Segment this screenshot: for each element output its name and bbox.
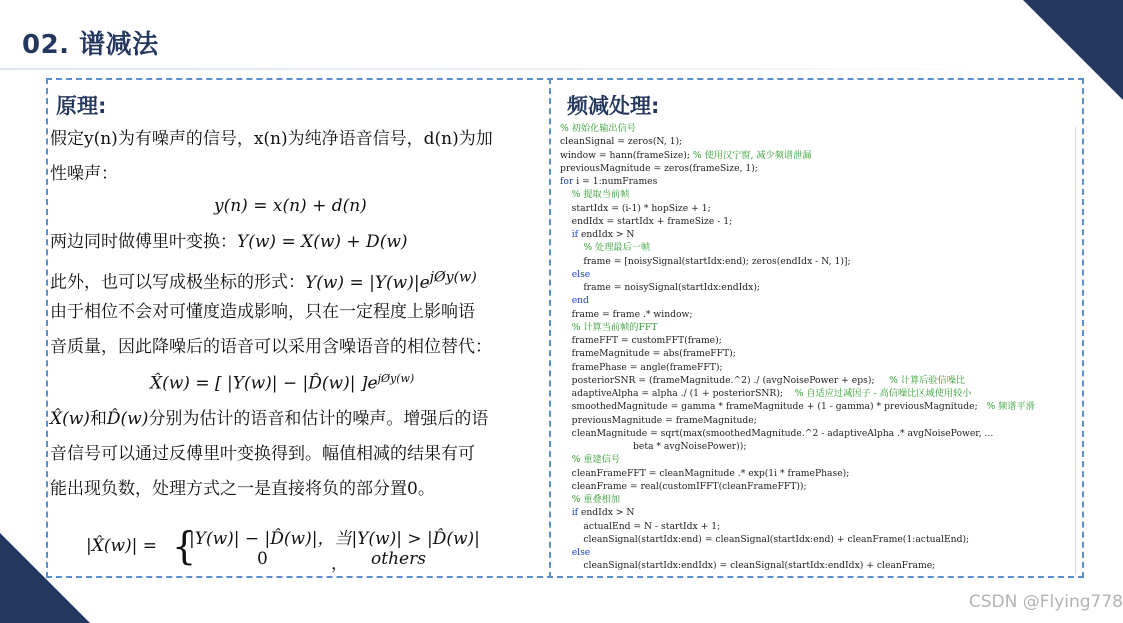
code-line xyxy=(560,506,1082,519)
code-text: frame = [noisySignal(startIdx:end); zeros(endIdx - N, 1)]; xyxy=(560,255,851,267)
code-listing xyxy=(560,122,1082,577)
piecewise-row-1: |Y(w)| − |D̂(w)|，当|Y(w)| > |D̂(w)| xyxy=(189,529,480,549)
code-text: previousMagnitude = zeros(frameSize, 1); xyxy=(560,162,758,174)
code-comment: % 提取当前帧 xyxy=(571,189,630,201)
code-line xyxy=(560,493,1082,506)
principle-line-9: 能出现负数，处理方式之一是直接将负的部分置0。 xyxy=(50,479,435,499)
code-text xyxy=(560,189,572,200)
processing-heading: 频减处理: xyxy=(567,94,660,118)
code-text xyxy=(560,507,572,518)
code-line xyxy=(560,334,1082,347)
piecewise-brace: { xyxy=(172,524,197,568)
polar-text: 此外，也可以写成极坐标的形式： xyxy=(50,272,305,293)
title-underline xyxy=(0,68,1000,70)
code-keyword: if xyxy=(571,507,579,519)
code-text xyxy=(560,494,572,505)
code-comment: % 计算当前帧的FFT xyxy=(571,321,658,333)
piecewise-lhs: |X̂(w)| = xyxy=(86,536,158,556)
code-text: frame = noisySignal(startIdx:endIdx); xyxy=(560,282,761,293)
code-comment: % 计算后验信噪比 xyxy=(889,374,966,386)
fourier-text: 两边同时做傅里叶变换： xyxy=(50,232,237,252)
code-line xyxy=(560,294,1082,307)
code-line xyxy=(560,400,1082,413)
code-comment: % 重建信号 xyxy=(571,454,621,466)
code-text: adaptiveAlpha = alpha ./ (1 + posteriorSNR); xyxy=(560,388,795,399)
code-text: i = 1:numFrames xyxy=(573,176,658,187)
code-text: cleanSignal = zeros(N, 1); xyxy=(560,136,683,148)
code-line xyxy=(560,162,1082,175)
code-line xyxy=(560,361,1082,374)
code-line xyxy=(560,427,1082,440)
watermark: CSDN @Flying778 xyxy=(968,592,1123,612)
freq-domain-formula: Y(w) = X(w) + D(w) xyxy=(237,232,408,252)
code-line xyxy=(560,122,1082,135)
code-line xyxy=(560,228,1082,241)
code-line xyxy=(560,241,1082,254)
estimate-explanation-line xyxy=(50,408,488,430)
code-text: endIdx = startIdx + frameSize - 1; xyxy=(560,215,733,227)
code-text xyxy=(560,322,572,333)
code-line xyxy=(560,387,1082,400)
code-text: window = hann(frameSize); xyxy=(560,149,693,161)
code-block xyxy=(560,122,1082,573)
code-keyword: end xyxy=(571,295,589,307)
code-keyword: for xyxy=(560,176,574,187)
code-line xyxy=(560,546,1082,559)
code-text: previousMagnitude = frameMagnitude; xyxy=(560,414,757,426)
code-line xyxy=(560,347,1082,360)
code-line xyxy=(560,414,1082,427)
code-text: beta * avgNoisePower)); xyxy=(560,441,747,452)
piecewise-others: others xyxy=(371,549,426,569)
hat-d-symbol: D̂(w) xyxy=(106,409,149,429)
code-text: frameFFT = customFFT(frame); xyxy=(560,335,722,346)
polar-formula xyxy=(305,269,477,293)
code-line xyxy=(560,453,1082,466)
code-text: frame = frame .* window; xyxy=(560,308,693,320)
code-line xyxy=(560,188,1082,201)
principle-line-5: 由于相位不会对可懂度造成影响，只在一定程度上影响语 xyxy=(50,302,475,322)
code-line xyxy=(560,149,1082,162)
code-text: cleanMagnitude = sqrt(max(smoothedMagnitude.^2 - adaptiveAlpha .* avgNoisePower, ... xyxy=(560,427,994,439)
code-text: cleanFrameFFT = cleanMagnitude .* exp(1i * framePhase); xyxy=(560,467,850,479)
code-line xyxy=(560,374,1082,387)
code-comment: % 初始化输出信号 xyxy=(560,123,636,134)
estimate-formula-base: X̂(w) = [ |Y(w)| − |D̂(w)| ]e xyxy=(150,373,378,394)
code-keyword: else xyxy=(571,547,591,558)
code-line xyxy=(560,480,1082,493)
code-text xyxy=(560,295,572,306)
code-text: cleanFrame = real(customIFFT(cleanFrameFFT)); xyxy=(560,480,807,492)
principle-line-6: 音质量，因此降噪后的语音可以采用含噪语音的相位替代： xyxy=(50,337,492,357)
code-text: posteriorSNR = (frameMagnitude.^2) ./ (avgNoisePower + eps); xyxy=(560,374,890,386)
principle-line-1: 假定y(n)为有噪声的信号，x(n)为纯净语音信号，d(n)为加 xyxy=(50,129,493,149)
code-keyword: if xyxy=(571,229,579,240)
code-line xyxy=(560,559,1082,572)
code-text: cleanSignal(startIdx:endIdx) = cleanSignal(startIdx:endIdx) + cleanFrame; xyxy=(560,560,936,572)
code-comment: % 使用汉宁窗, 减少频谱泄漏 xyxy=(692,149,812,161)
estimate-formula xyxy=(150,372,414,394)
principle-line-2: 性噪声： xyxy=(50,164,118,184)
code-line xyxy=(560,281,1082,294)
code-line xyxy=(560,202,1082,215)
code-line xyxy=(560,321,1082,334)
code-text xyxy=(560,454,572,465)
code-text: actualEnd = N - startIdx + 1; xyxy=(560,520,721,532)
principle-heading: 原理: xyxy=(56,94,107,118)
estimate-explanation-text: 分别为估计的语音和估计的噪声。增强后的语 xyxy=(148,409,489,429)
code-line xyxy=(560,135,1082,148)
piecewise-zero: 0 xyxy=(257,549,268,569)
polar-formula-base: Y(w) = |Y(w)|e xyxy=(305,272,430,293)
piecewise-comma: ， xyxy=(331,554,348,574)
code-line xyxy=(560,308,1082,321)
code-comment: % 重叠相加 xyxy=(571,494,621,505)
polar-formula-exponent: jØy(w) xyxy=(429,269,477,285)
panel-divider xyxy=(549,78,551,578)
code-line xyxy=(560,440,1082,453)
hat-x-symbol: X̂(w) xyxy=(50,409,90,429)
code-line xyxy=(560,520,1082,533)
polar-line xyxy=(50,266,477,294)
code-text: endIdx > N xyxy=(578,229,635,240)
page-title: 02. 谱减法 xyxy=(22,30,159,60)
code-comment: % 频谱平滑 xyxy=(986,401,1035,413)
estimate-formula-exponent: jØy(w) xyxy=(377,372,415,385)
code-line xyxy=(560,255,1082,268)
code-line xyxy=(560,533,1082,546)
code-line xyxy=(560,175,1082,188)
code-text xyxy=(560,269,572,280)
code-keyword: else xyxy=(571,268,591,280)
code-text xyxy=(560,229,572,240)
code-text: smoothedMagnitude = gamma * frameMagnitude + (1 - gamma) * previousMagnitude; xyxy=(560,401,987,413)
code-text: framePhase = angle(frameFFT); xyxy=(560,361,723,373)
code-text: startIdx = (i-1) * hopSize + 1; xyxy=(560,202,711,214)
code-text xyxy=(560,547,572,558)
code-text: endIdx > N xyxy=(578,507,635,519)
code-scroll-edge xyxy=(1075,127,1076,575)
code-text: frameMagnitude = abs(frameFFT); xyxy=(560,348,736,360)
code-line xyxy=(560,215,1082,228)
code-text: cleanSignal(startIdx:end) = cleanSignal(startIdx:end) + cleanFrame(1:actualEnd); xyxy=(560,533,970,545)
principle-line-8: 音信号可以通过反傅里叶变换得到。幅值相减的结果有可 xyxy=(50,444,475,464)
and-word: 和 xyxy=(89,409,107,429)
code-text xyxy=(560,242,583,253)
code-line xyxy=(560,467,1082,480)
code-line xyxy=(560,268,1082,281)
code-comment: % 处理最后一帧 xyxy=(583,242,651,254)
time-domain-formula: y(n) = x(n) + d(n) xyxy=(214,196,367,216)
code-comment: % 自适应过减因子 - 高信噪比区域使用较小 xyxy=(794,388,972,399)
fourier-line xyxy=(50,231,408,253)
